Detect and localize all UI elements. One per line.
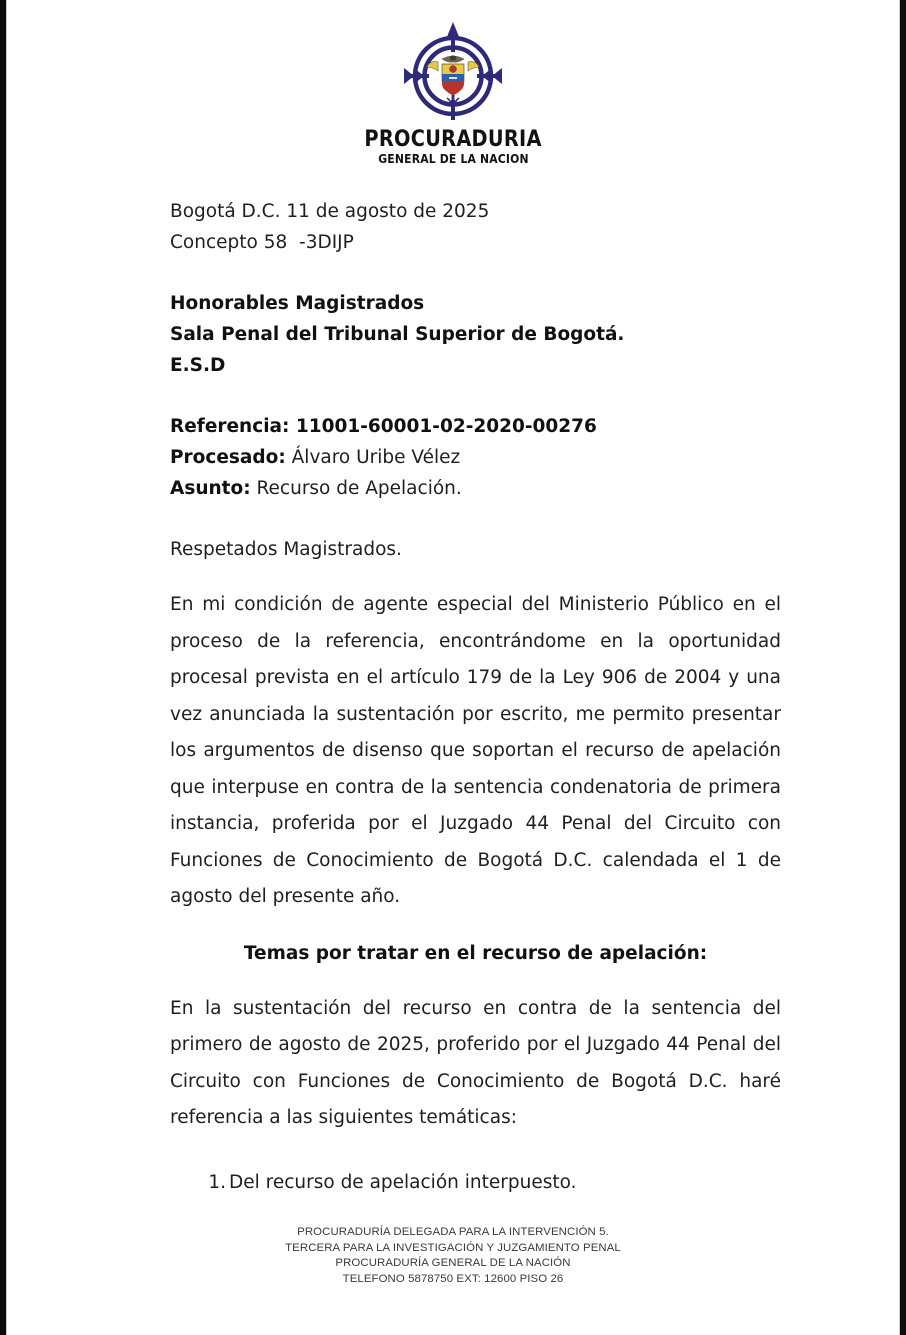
addressee-line-2: Sala Penal del Tribunal Superior de Bogotá. xyxy=(170,324,625,345)
viewer-right-edge-strip xyxy=(900,0,906,1335)
addressee-line-3: E.S.D xyxy=(170,355,226,376)
page-footer xyxy=(7,1225,899,1287)
letterhead xyxy=(7,0,899,165)
asunto-line xyxy=(170,473,781,504)
list-item xyxy=(170,1167,781,1198)
body-paragraph-1: En mi condición de agente especial del Ministerio Público en el proceso de la referencia, encontrándome en la oportunidad procesal prevista en el artículo 179 de la Ley 906 de 2004 y una vez anunciada la sustentación por escrito, me permito presentar los argumentos de disenso que soportan el recurso de apelación que interpuse en contra de la sentencia condenatoria de primera instancia, proferida por el Juzgado 44 Penal del Circuito con Funciones de Conocimiento de Bogotá D.C. calendada el 1 de agosto del presente año. xyxy=(170,594,781,907)
letterhead-wordmark-main: PROCURADURIA xyxy=(364,126,542,152)
asunto-value: Recurso de Apelación. xyxy=(256,478,462,499)
footer-line-4: TELEFONO 5878750 EXT: 12600 PISO 26 xyxy=(342,1272,564,1285)
reference-line xyxy=(170,411,781,442)
list-item-number: 1. xyxy=(208,1171,226,1193)
procesado-line xyxy=(170,442,781,473)
section-heading: Temas por tratar en el recurso de apelación: xyxy=(243,942,708,964)
letterhead-wordmark-sub: GENERAL DE LA NACION xyxy=(377,150,529,166)
footer-line-1: PROCURADURÍA DELEGADA PARA LA INTERVENCIÓN 5. xyxy=(297,1226,609,1238)
date-line: Bogotá D.C. 11 de agosto de 2025 xyxy=(170,201,490,222)
viewer-right-page-hairline xyxy=(899,0,900,1335)
concept-line: Concepto 58 -3DIJP xyxy=(170,232,354,253)
document-page xyxy=(7,0,899,1335)
viewer-left-page-hairline xyxy=(6,0,7,1335)
procesado-value: Álvaro Uribe Vélez xyxy=(291,447,461,468)
addressee-line-1: Honorables Magistrados xyxy=(170,293,425,314)
topics-list xyxy=(170,1167,781,1198)
footer-line-2: TERCERA PARA LA INVESTIGACIÓN Y JUZGAMIENTO PENAL xyxy=(285,1241,621,1254)
asunto-label: Asunto: xyxy=(170,478,251,499)
body-paragraph-2: En la sustentación del recurso en contra de la sentencia del primero de agosto de 2025, proferido por el Juzgado 44 Penal del Circuito con Funciones de Conocimiento de Bogotá D.C. haré referencia a las siguientes temáticas: xyxy=(170,997,781,1128)
list-item-text: Del recurso de apelación interpuesto. xyxy=(229,1171,577,1193)
reference-label: Referencia: xyxy=(170,416,290,437)
procesado-label: Procesado: xyxy=(170,447,286,468)
reference-block xyxy=(170,411,781,504)
document-body xyxy=(170,196,781,1198)
procuraduria-crosshair-coat-of-arms-icon xyxy=(390,22,516,126)
addressee-block xyxy=(170,288,781,381)
reference-value: 11001-60001-02-2020-00276 xyxy=(295,416,597,437)
footer-line-3: PROCURADURÍA GENERAL DE LA NACIÓN xyxy=(335,1257,571,1270)
salutation: Respetados Magistrados. xyxy=(170,539,402,560)
